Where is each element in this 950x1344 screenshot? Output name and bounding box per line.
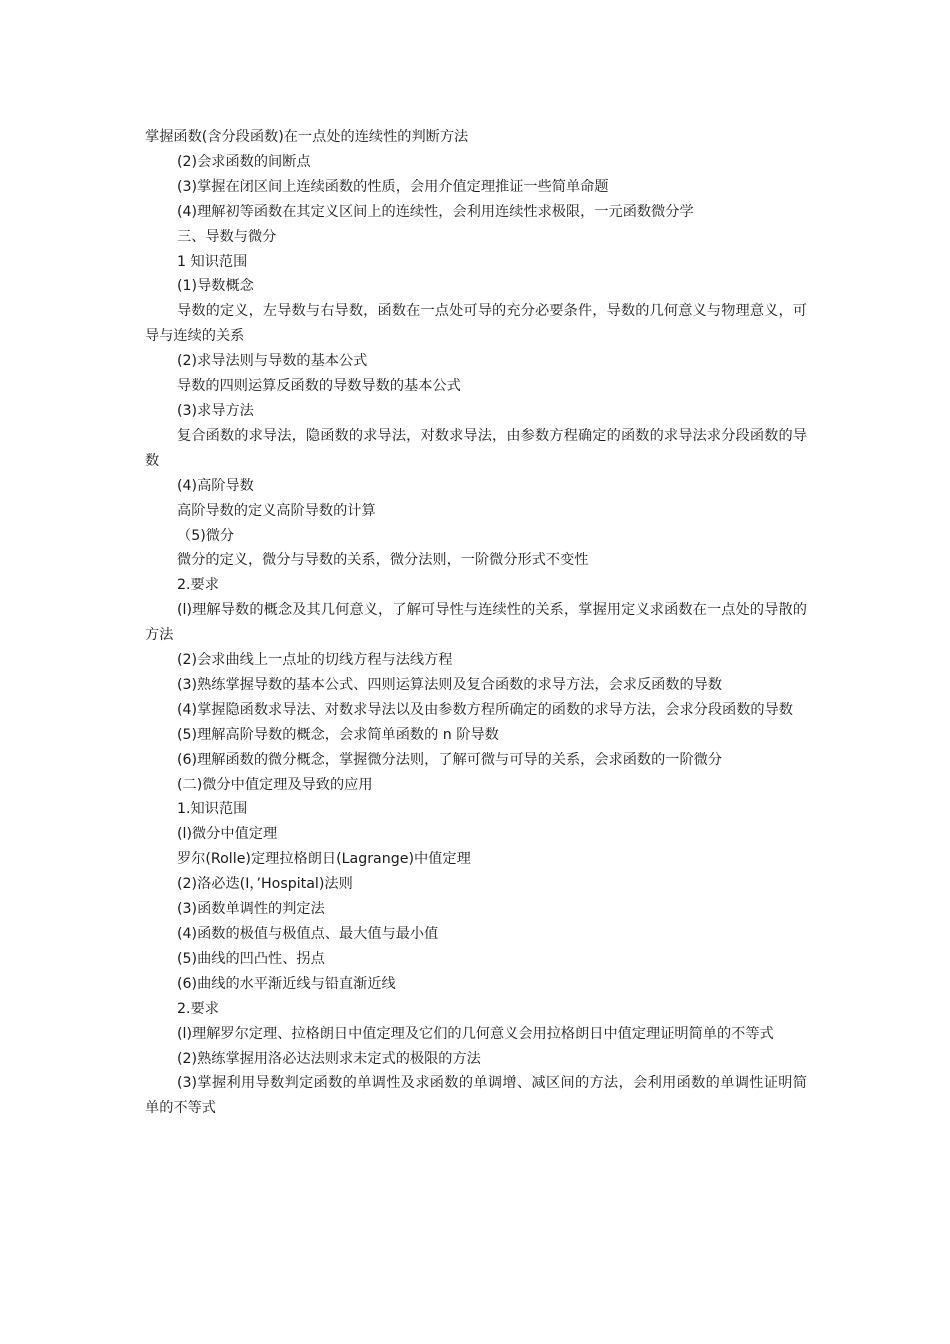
paragraph: 2.要求 — [177, 577, 219, 594]
paragraph: (2)熟练掌握用洛必达法则求未定式的极限的方法 — [177, 1050, 481, 1067]
paragraph: 2.要求 — [177, 1000, 219, 1017]
paragraph: (3)函数单调性的判定法 — [177, 901, 325, 918]
paragraph: 复合函数的求导法，隐函数的求导法，对数求导法，由参数方程确定的函数的求导法求分段函数的导数 — [145, 427, 807, 469]
paragraph: 高阶导数的定义高阶导数的计算 — [177, 502, 376, 519]
paragraph: (4)理解初等函数在其定义区间上的连续性，会利用连续性求极限，一元函数微分学 — [177, 203, 694, 220]
paragraph: (1)导数概念 — [177, 278, 254, 295]
paragraph: 罗尔(Rolle)定理拉格朗日(Lagrange)中值定理 — [177, 851, 471, 868]
paragraph: (2)洛必迭(I，’Hospital)法则 — [177, 876, 353, 893]
paragraph: (4)掌握隐函数求导法、对数求导法以及由参数方程所确定的函数的求导方法，会求分段函数的导数 — [177, 701, 793, 718]
paragraph: （5)微分 — [177, 527, 235, 544]
section-heading: 三、导数与微分 — [177, 228, 277, 245]
paragraph: (3)求导方法 — [177, 402, 254, 419]
paragraph: (3)掌握利用导数判定函数的单调性及求函数的单调增、减区间的方法，会利用函数的单调性证明简单的不等式 — [145, 1075, 807, 1117]
paragraph: (2)会求函数的间断点 — [177, 153, 311, 170]
paragraph: (l)微分中值定理 — [177, 826, 278, 843]
paragraph: (4)函数的极值与极值点、最大值与最小值 — [177, 926, 439, 942]
section-heading: (二)微分中值定理及导致的应用 — [177, 776, 373, 793]
paragraph: (l)理解罗尔定理、拉格朗日中值定理及它们的几何意义会用拉格朗日中值定理证明简单的不等式 — [177, 1025, 774, 1042]
paragraph: (6)曲线的水平渐近线与铅直渐近线 — [177, 975, 396, 992]
paragraph: (5)理解高阶导数的概念，会求简单函数的 n 阶导数 — [177, 726, 499, 743]
paragraph: (3)熟练掌握导数的基本公式、四则运算法则及复合函数的求导方法，会求反函数的导数 — [177, 676, 723, 693]
document-body — [145, 125, 807, 1121]
paragraph: (5)曲线的凹凸性、拐点 — [177, 950, 325, 967]
paragraph: (4)高阶导数 — [177, 477, 254, 494]
paragraph: 1.知识范围 — [177, 801, 248, 818]
paragraph: 导数的四则运算反函数的导数导数的基本公式 — [177, 378, 461, 395]
paragraph: 微分的定义，微分与导数的关系，微分法则，一阶微分形式不变性 — [177, 552, 589, 569]
paragraph: 导数的定义，左导数与右导数，函数在一点处可导的充分必要条件，导数的几何意义与物理意义，可导与连续的关系 — [145, 303, 807, 345]
paragraph: (l)理解导数的概念及其几何意义，了解可导性与连续性的关系，掌握用定义求函数在一点处的导散的方法 — [145, 602, 807, 644]
paragraph: (2)求导法则与导数的基本公式 — [177, 353, 368, 370]
paragraph: (3)掌握在闭区间上连续函数的性质，会用介值定理推证一些简单命题 — [177, 178, 609, 195]
paragraph: 1 知识范围 — [177, 253, 248, 270]
paragraph: (2)会求曲线上一点址的切线方程与法线方程 — [177, 652, 453, 669]
paragraph: 掌握函数(含分段函数)在一点处的连续性的判断方法 — [145, 129, 469, 145]
paragraph: (6)理解函数的微分概念，掌握微分法则，了解可微与可导的关系，会求函数的一阶微分 — [177, 751, 723, 768]
